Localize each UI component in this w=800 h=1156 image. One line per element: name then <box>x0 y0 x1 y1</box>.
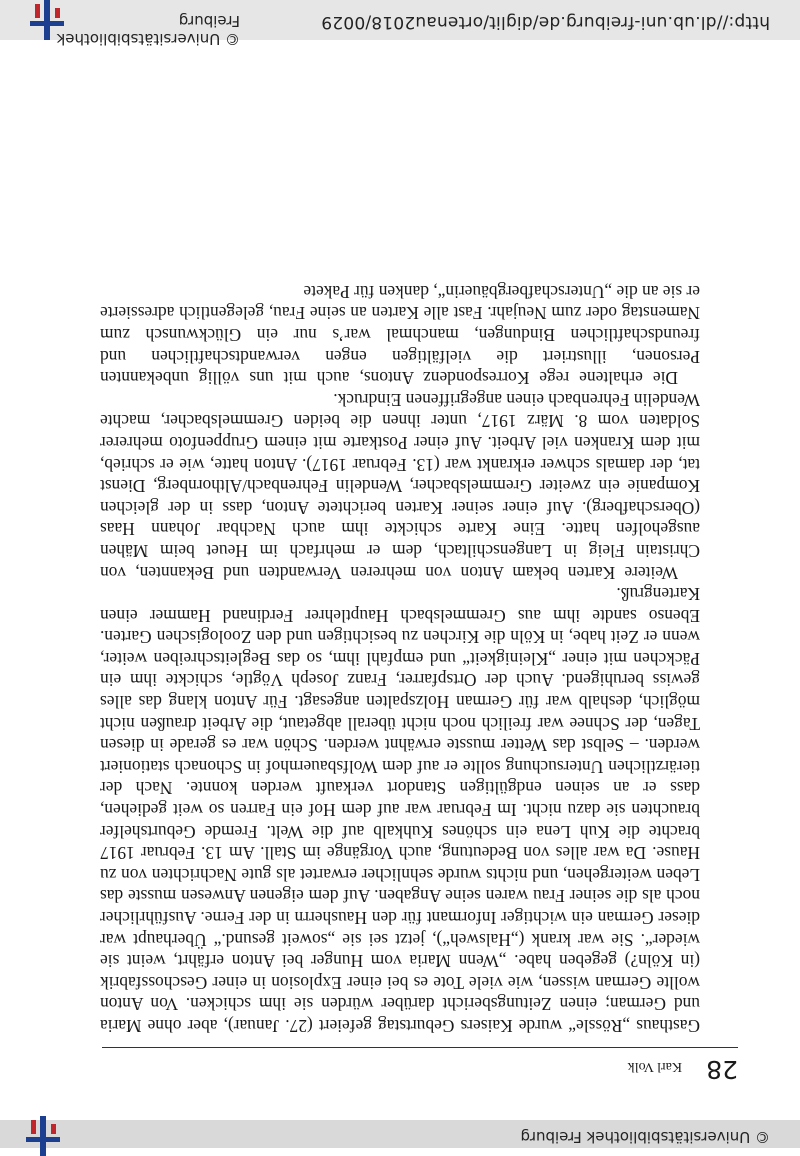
copyright-notice-bottom: © Universitätsbibliothek Freiburg <box>56 12 240 48</box>
running-head <box>102 1047 738 1084</box>
paragraph: Weitere Karten bekam Anton von mehreren Verwandten und Bekannten, von Christain Fleig in Langenschiltach, dem er mehrfach im Heuet beim Mähen ausgeholfen hatte. Eine Karte schickte ihm auch Nachbar Johann Haas (Oberschafberg). Auf einer seiner Karten berichtete Anton, dass in der gleichen Kompanie ein zweiter Gremmelsbacher, Wendelin Fehrenbach/Althornberg, Dienst tat, der damals schwer erkrankt war (13. Februar 1917). Anton hatte, wie er schrieb, mit dem Kranken viel Arbeit. Auf einer Postkarte mit einem Gruppenfoto mehrerer Soldaten vom 8. März 1917, unter ihnen die beiden Gremmelsbacher, machte Wendelin Fehrenbach einen angegriffenen Eindruck. <box>100 389 700 583</box>
paragraph: Die erhaltene rege Korrespondenz Antons, auch mit uns völlig unbekannten Personen, illustriert die vielfältigen engen verwandtschaftlichen und freundschaftlichen Bindungen, manchmal war’s nur ein Glückwunsch zum Namenstag oder zum Neujahr. Fast alle Karten an seine Frau, gelegentlich adressierte er sie an die „Unterschafbergbäuerin“, danken für Pakete <box>100 281 700 389</box>
paragraph: Gasthaus „Rössle“ wurde Kaisers Geburtstag gefeiert (27. Januar), aber ohne Maria und German; einen Zeitungsbericht darüber würden sie ihm schicken. Von Anton wollte German wissen, wie viele Tote es bei einer Explosion in einer Geschossfabrik (in Köln?) gegeben habe. „Wenn Maria vom Hunger bei Anton erfährt, weint sie wieder“. Sie war krank („Halsweh“), jetzt sei sie „soweit gesund.“ Überhaupt war dieser German ein wichtiger Informant für den Hausherrn in der Ferne. Ausführlicher noch als die seiner Frau waren seine Angaben. Auf dem eigenen Anwesen musste das Leben weitergehen, und nichts wurde sehnlicher erwartet als gute Nachrichten von zu Hause. Da war alles von Bedeutung, auch Vorgänge im Stall. Am 13. Februar 1917 brachte die Kuh Lena ein schönes Kuhkalb auf die Welt. Fremde Geburtshelfer brauchten sie dazu nicht. Im Februar war auf dem Hof ein Farren so weit gediehen, dass er an seinen endgültigen Standort verkauft werden konnte. Nach der tierärztlichen Untersuchung sollte er auf dem Wolfsbauernhof in Schonach stationiert werden. – Selbst das Wetter musste erwähnt werden. Schön war es gerade in diesen Tagen, der Schnee war freilich noch nicht überall abgetaut, die Arbeit draußen nicht möglich, deshalb war für German Holzspalten angesagt. Für Anton klang das alles gewiss beruhigend. Auch der Ortspfarrer, Franz Joseph Vögtle, schickte ihm ein Päckchen mit einer „Kleinigkeit“ und empfahl ihm, so das Begleitschreiben weiter, wenn er Zeit habe, in Köln die Kirchen zu besichtigen und den Zoologischen Garten. Ebenso sandte ihm aus Gremmelsbach Hauptlehrer Ferdinand Hammer einen Kartengruß. <box>100 584 700 1036</box>
permalink-url[interactable]: http://dl.ub.uni-freiburg.de/diglit/ortenau2018/0029 <box>321 12 770 32</box>
library-logo-icon <box>26 1116 60 1156</box>
copyright-notice-top: © Universitätsbibliothek Freiburg <box>520 1128 770 1146</box>
author-name: Karl Volk <box>627 1059 682 1074</box>
header-bar <box>0 1120 800 1148</box>
footer-bar <box>0 0 800 48</box>
page-number: 28 <box>706 1055 738 1084</box>
library-logo-icon <box>30 0 64 40</box>
body-text <box>100 280 700 1036</box>
